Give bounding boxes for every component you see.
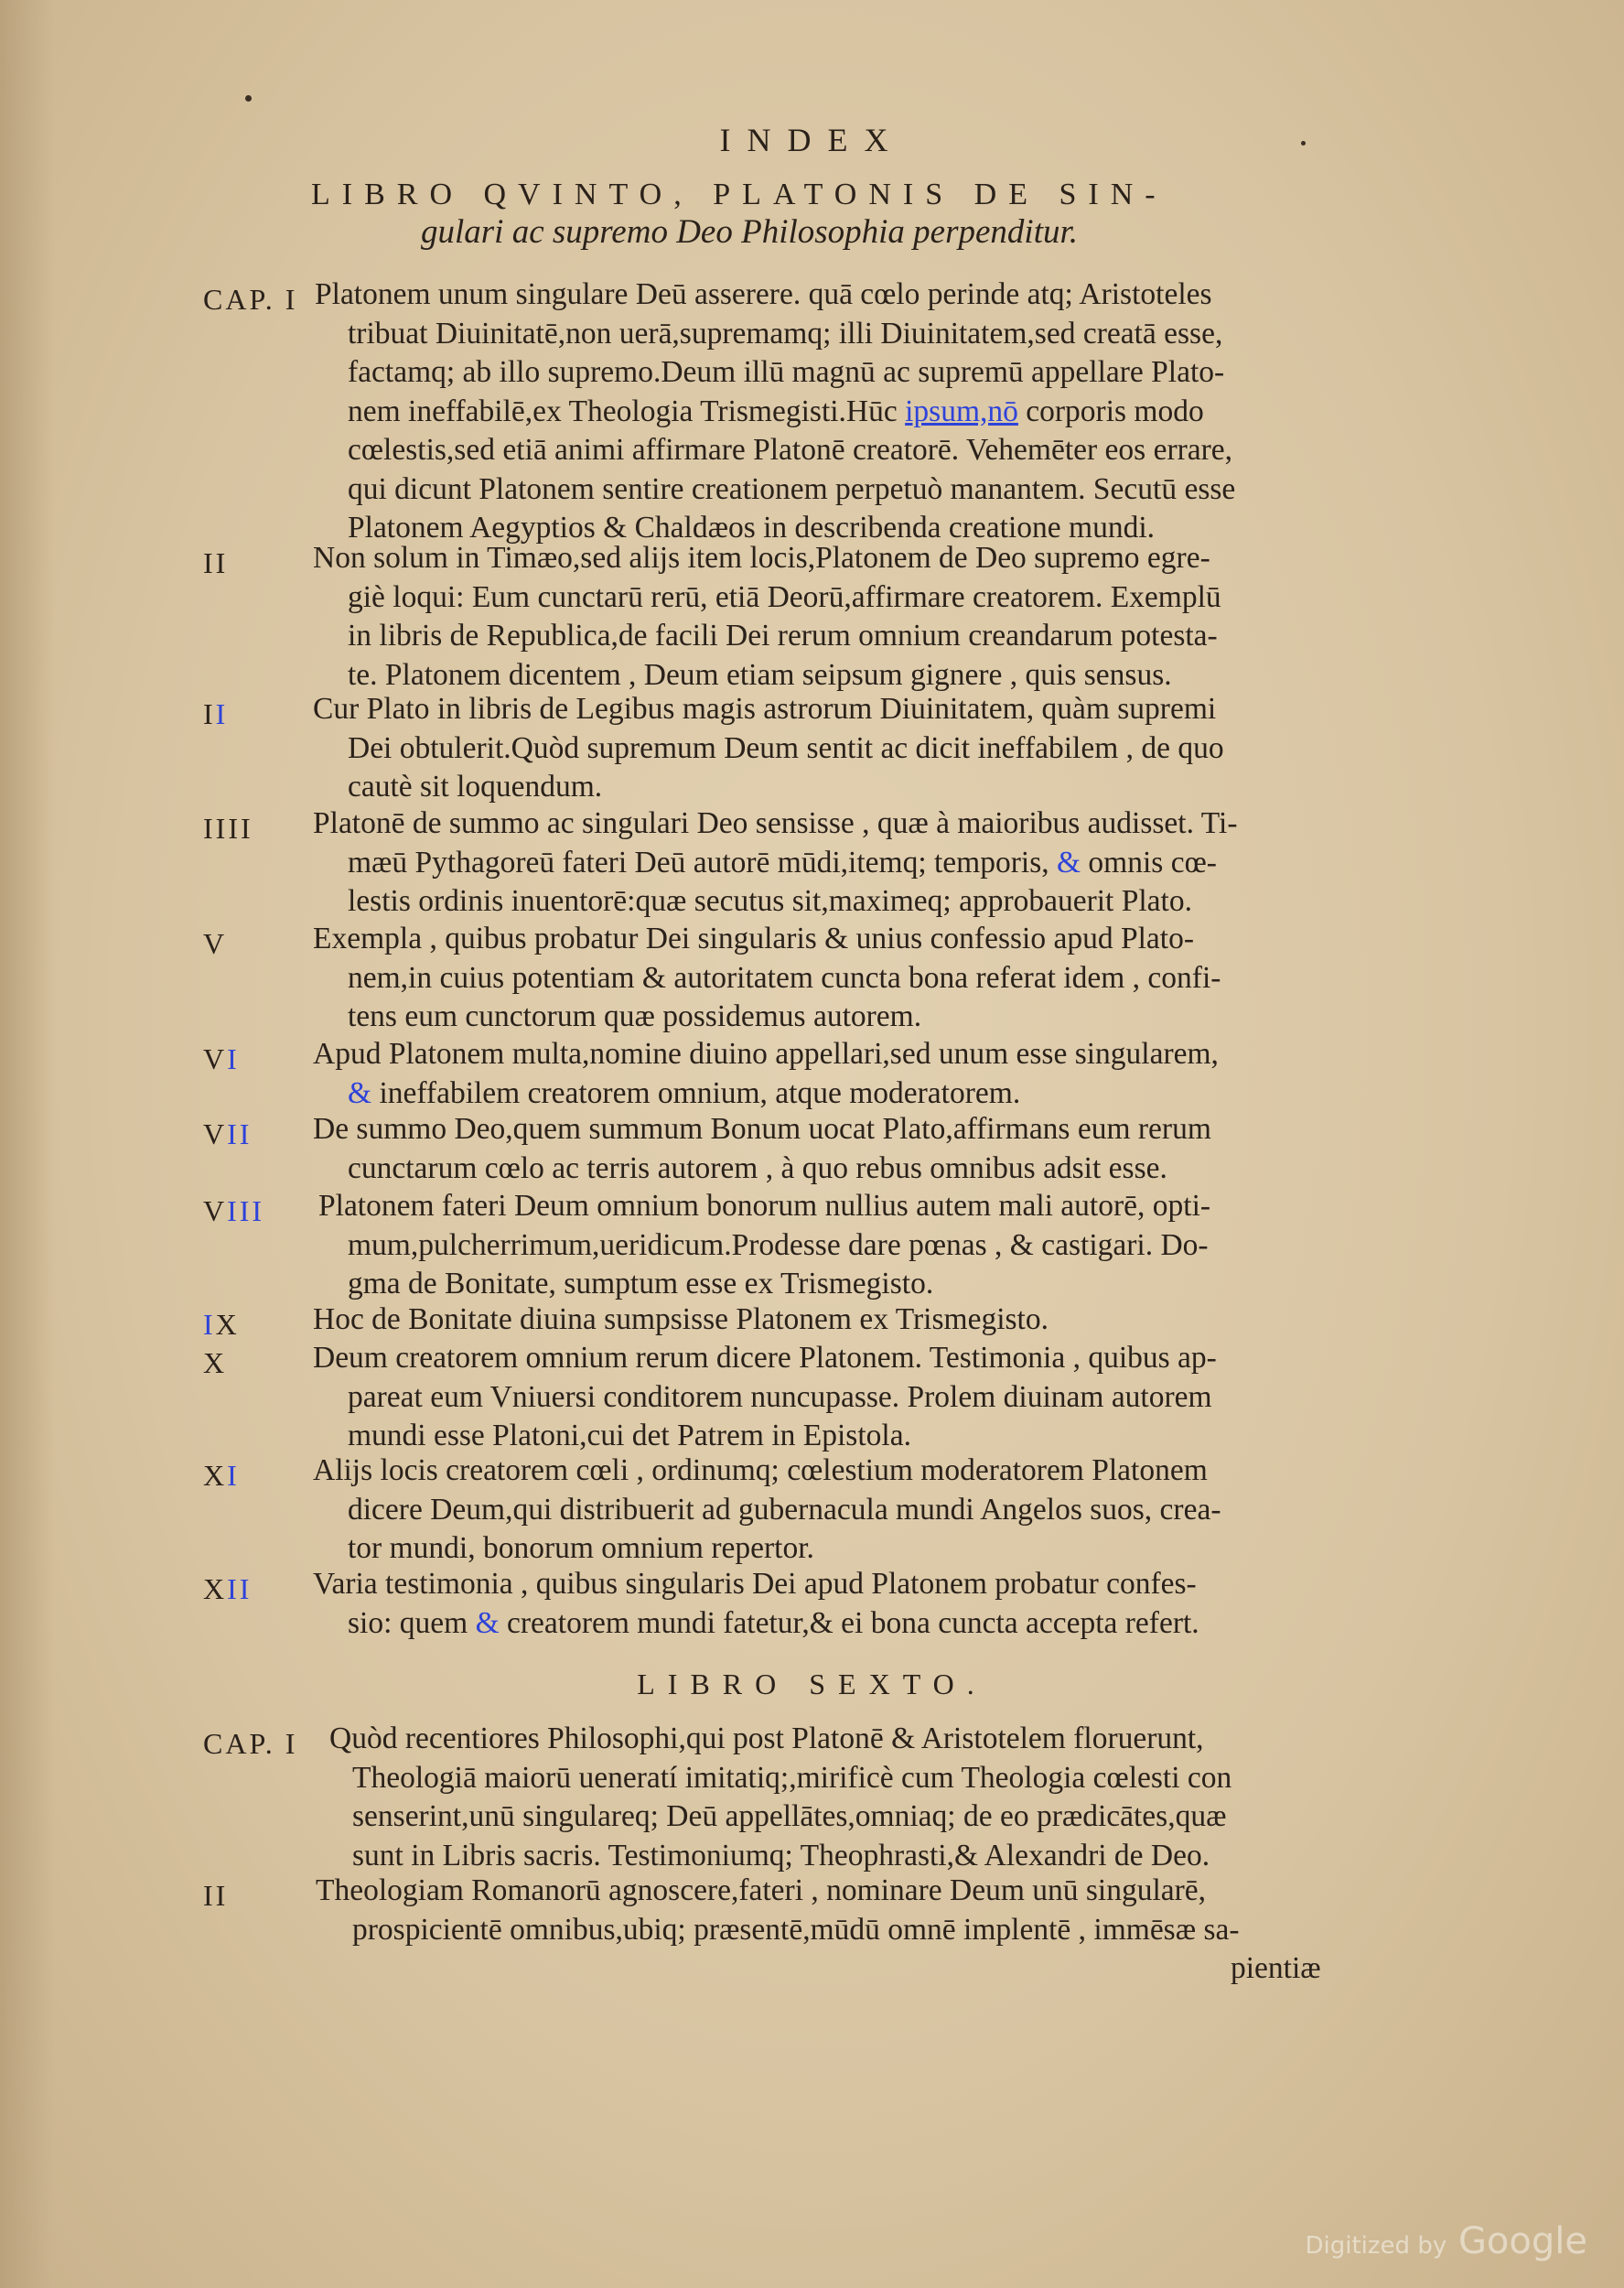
entry-line: nem,in cuius potentiam & autoritatem cuncta bona referat idem , confi- xyxy=(348,960,1221,995)
entry-line: cautè sit loquendum. xyxy=(348,770,603,804)
entry-line: pientiæ xyxy=(1231,1951,1321,1985)
entry-line: nem ineffabilē,ex Theologia Trismegisti.Hūc ipsum,nō corporis modo xyxy=(348,394,1204,428)
entry-line: Dei obtulerit.Quòd supremum Deum sentit ac dicit ineffabilem , de quo xyxy=(348,730,1224,765)
entry-line: cœlestis,sed etiā animi affirmare Platonē creatorē. Vehemēter eos errare, xyxy=(348,433,1233,467)
entry-line: De summo Deo,quem summum Bonum uocat Plato,affirmans eum rerum xyxy=(313,1112,1211,1146)
entry-line: Alijs locis creatorem cœli , ordinumq; cœlestium moderatorem Platonem xyxy=(313,1453,1208,1487)
entry-line: qui dicunt Platonem sentire creationem perpetuò manantem. Secutū esse xyxy=(348,471,1236,506)
entry-line: lestis ordinis inuentorē:quæ secutus sit,maximeq; approbauerit Plato. xyxy=(348,884,1192,918)
chapter-number: IIII xyxy=(203,812,253,845)
entry-line: Hoc de Bonitate diuina sumpsisse Platonem ex Trismegisto. xyxy=(313,1302,1049,1336)
entry-line: tens eum cunctorum quæ possidemus autorem. xyxy=(348,999,922,1033)
chapter-number: VIII xyxy=(203,1194,265,1227)
entry-line: Quòd recentiores Philosophi,qui post Platonē & Aristotelem floruerunt, xyxy=(329,1721,1204,1755)
entry-line: Platonem Aegyptios & Chaldæos in describenda creatione mundi. xyxy=(348,511,1156,545)
highlight-ampersand: & xyxy=(475,1605,500,1640)
chapter-number: VI xyxy=(203,1042,240,1075)
chapter-number: XI xyxy=(203,1459,240,1492)
entry-line: Platonē de summo ac singulari Deo sensisse , quæ à maioribus audisset. Ti- xyxy=(313,806,1238,840)
entry-line: prospicientē omnibus,ubiq; præsentē,mūdū omnē implentē , immēsæ sa- xyxy=(352,1912,1240,1947)
entry-line: factamq; ab illo supremo.Deum illū magnū ac supremū appellare Plato- xyxy=(348,355,1225,389)
chapter-number: X xyxy=(203,1346,228,1379)
book5-title-line1: LIBRO QVINTO, PLATONIS DE SIN- xyxy=(311,178,1167,211)
chapter-number: XII xyxy=(203,1572,253,1605)
entry-line: Theologiā maiorū ueneratí imitatiq;,mirificè cum Theologia cœlesti con xyxy=(352,1760,1232,1795)
entry-line: in libris de Republica,de facili Dei rerum omnium creandarum potesta- xyxy=(348,619,1218,653)
chapter-number: VII xyxy=(203,1117,253,1150)
entry-line: dicere Deum,qui distribuerit ad gubernacula mundi Angelos suos, crea- xyxy=(348,1492,1221,1527)
entry-line: cunctarum cœlo ac terris autorem , à quo rebus omnibus adsit esse. xyxy=(348,1150,1167,1185)
highlight-ampersand: & xyxy=(1056,845,1081,880)
entry-line: Platonem fateri Deum omnium bonorum nullius autem mali autorē, opti- xyxy=(318,1189,1211,1223)
entry-line: tribuat Diuinitatē,non uerā,supremamq; illi Diuinitatem,sed creatā esse, xyxy=(348,316,1223,351)
entry-line: te. Platonem dicentem , Deum etiam seipsum gignere , quis sensus. xyxy=(348,657,1172,692)
entry-line: mundi esse Platoni,cui det Patrem in Epistola. xyxy=(348,1419,911,1452)
book6-title: LIBRO SEXTO. xyxy=(637,1667,987,1700)
chapter-number: V xyxy=(203,927,228,960)
entry-line: senserint,unū singulareq; Deū appellātes,omniaq; de eo prædicātes,quæ xyxy=(352,1799,1227,1833)
watermark-prefix: Digitized by xyxy=(1305,2232,1447,2260)
page-header: INDEX xyxy=(719,122,905,158)
highlight-ampersand: & xyxy=(348,1075,372,1110)
entry-line: sio: quem & creatorem mundi fatetur,& ei bona cuncta accepta refert. xyxy=(348,1605,1199,1640)
entry-line: & ineffabilem creatorem omnium, atque moderatorem. xyxy=(348,1075,1021,1110)
highlight-link: ipsum,nō xyxy=(905,394,1018,428)
book5-title-line2: gulari ac supremo Deo Philosophia perpenditur. xyxy=(421,213,1079,251)
entry-line: Exempla , quibus probatur Dei singularis & unius confessio apud Plato- xyxy=(313,922,1194,955)
chapter-number: CAP. I xyxy=(203,283,298,316)
chapter-number: II xyxy=(203,546,229,579)
entry-line: giè loqui: Eum cunctarū rerū, etiā Deorū,affirmare creatorem. Exemplū xyxy=(348,579,1221,614)
entry-line: tor mundi, bonorum omnium repertor. xyxy=(348,1531,814,1565)
chapter-number: II xyxy=(203,697,229,730)
entry-line: Cur Plato in libris de Legibus magis astrorum Diuinitatem, quàm supremi xyxy=(313,692,1217,726)
entry-line: Platonem unum singulare Deū asserere. quā cœlo perinde atq; Aristoteles xyxy=(315,277,1212,311)
entry-line: Apud Platonem multa,nomine diuino appellari,sed unum esse singularem, xyxy=(313,1037,1219,1071)
chapter-number: II xyxy=(203,1879,229,1912)
ink-speck xyxy=(245,95,252,102)
entry-line: mum,pulcherrimum,ueridicum.Prodesse dare pœnas , & castigari. Do- xyxy=(348,1227,1209,1262)
chapter-number: IX xyxy=(203,1308,240,1341)
entry-line: sunt in Libris sacris. Testimoniumq; Theophrasti,& Alexandri de Deo. xyxy=(352,1838,1210,1872)
entry-line: Varia testimonia , quibus singularis Dei apud Platonem probatur confes- xyxy=(313,1567,1197,1601)
entry-line: gma de Bonitate, sumptum esse ex Trismegisto. xyxy=(348,1267,934,1300)
entry-line: Deum creatorem omnium rerum dicere Platonem. Testimonia , quibus ap- xyxy=(313,1341,1217,1375)
entry-line: mæū Pythagoreū fateri Deū autorē mūdi,itemq; temporis, & omnis cœ- xyxy=(348,845,1217,880)
page-edge-shadow xyxy=(0,0,55,2288)
watermark xyxy=(1306,2220,1587,2262)
entry-line: Non solum in Timæo,sed alijs item locis,Platonem de Deo supremo egre- xyxy=(313,541,1210,575)
entry-line: pareat eum Vniuersi conditorem nuncupasse. Prolem diuinam autorem xyxy=(348,1379,1212,1414)
watermark-brand: Google xyxy=(1457,2220,1587,2262)
entry-line: Theologiam Romanorū agnoscere,fateri , nominare Deum unū singularē, xyxy=(316,1873,1207,1907)
chapter-number: CAP. I xyxy=(203,1727,298,1760)
